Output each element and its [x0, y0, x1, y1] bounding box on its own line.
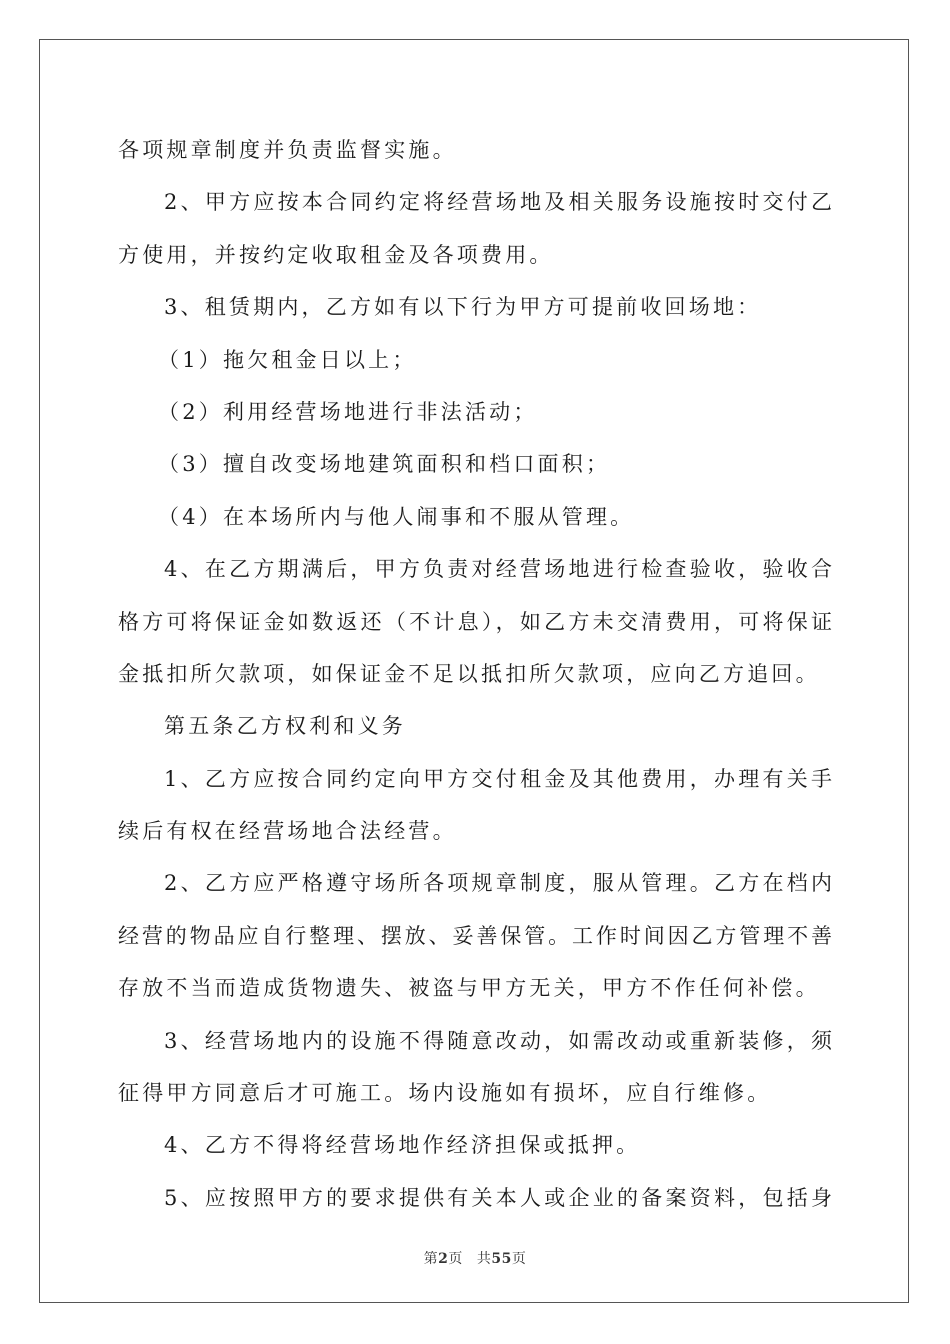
paragraph-line: 金抵扣所欠款项，如保证金不足以抵扣所欠款项，应向乙方追回。	[118, 661, 820, 686]
section-heading: 第五条乙方权利和义务	[164, 714, 406, 739]
paragraph-line: 经营的物品应自行整理、摆放、妥善保管。工作时间因乙方管理不善	[118, 923, 834, 948]
paragraph-line: 存放不当而造成货物遗失、被盗与甲方无关，甲方不作任何补偿。	[118, 976, 820, 1001]
paragraph-line: 格方可将保证金如数返还（不计息），如乙方未交清费用，可将保证	[118, 609, 834, 634]
page-number: 2	[438, 1251, 449, 1267]
list-item: （4）在本场所内与他人闹事和不服从管理。	[158, 504, 635, 529]
total-prefix: 共	[476, 1251, 492, 1267]
list-item: （3）擅自改变场地建筑面积和档口面积；	[158, 452, 611, 477]
list-item: （1）拖欠租金日以上；	[158, 347, 417, 372]
page-total: 55	[491, 1251, 512, 1267]
paragraph-line: 3、经营场地内的设施不得随意改动，如需改动或重新装修，须	[164, 1028, 834, 1053]
paragraph-line: 4、在乙方期满后，甲方负责对经营场地进行检查验收，验收合	[164, 557, 834, 582]
paragraph-line: 各项规章制度并负责监督实施。	[118, 138, 457, 162]
list-item: （2）利用经营场地进行非法活动；	[158, 399, 538, 424]
document-body	[118, 124, 834, 1224]
total-suffix: 页	[511, 1251, 527, 1267]
paragraph-line: 2、甲方应按本合同约定将经营场地及相关服务设施按时交付乙	[164, 190, 834, 215]
paragraph-line: 方使用，并按约定收取租金及各项费用。	[118, 242, 554, 267]
paragraph-line: 续后有权在经营场地合法经营。	[118, 819, 457, 844]
paragraph-line: 5、应按照甲方的要求提供有关本人或企业的备案资料，包括身	[164, 1185, 834, 1210]
paragraph-line: 3、租赁期内，乙方如有以下行为甲方可提前收回场地：	[164, 295, 762, 320]
paragraph-line: 2、乙方应严格遵守场所各项规章制度，服从管理。乙方在档内	[164, 871, 834, 896]
paragraph-line: 征得甲方同意后才可施工。场内设施如有损坏，应自行维修。	[118, 1081, 772, 1106]
paragraph-line: 4、乙方不得将经营场地作经济担保或抵押。	[164, 1133, 641, 1158]
page-footer	[0, 1248, 950, 1268]
paragraph-line: 1、乙方应按合同约定向甲方交付租金及其他费用，办理有关手	[164, 766, 834, 791]
page-prefix: 第	[423, 1251, 439, 1267]
page-suffix: 页	[448, 1251, 463, 1267]
